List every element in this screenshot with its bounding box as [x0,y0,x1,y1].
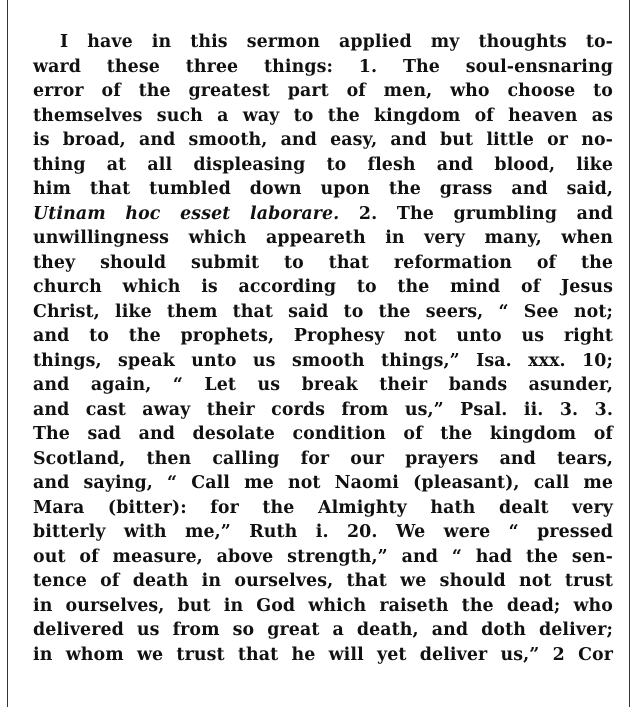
text-line: bitterly with me,” Ruth i. 20. We were “ pressed [33,522,613,542]
text-column [33,30,613,667]
right-column-rule [629,0,630,707]
text-line: they should submit to that reformation of the [33,252,613,273]
text-line-rest: 2. The grumbling and [339,203,613,224]
text-line: Scotland, then calling for our prayers and tears, [33,448,613,469]
text-line: and again, “ Let us break their bands asunder, [33,375,613,395]
text-line: things, speak unto us smooth things,” Isa. xxx. 10; [33,350,613,371]
text-line: unwillingness which appeareth in very many, when [33,228,613,248]
text-line-latin-quote [33,202,613,227]
text-line: Mara (bitter): for the Almighty hath dealt very [33,497,613,518]
text-line: error of the greatest part of men, who choose to [33,81,613,101]
text-line: delivered us from so great a death, and doth deliver; [33,620,613,640]
text-line: thing at all displeasing to flesh and blood, like [33,154,613,175]
text-line: Christ, like them that said to the seers, “ See not; [33,301,613,322]
left-column-rule [7,0,8,707]
text-line: out of measure, above strength,” and “ had the sen- [33,546,613,567]
text-line: The sad and desolate condition of the kingdom of [33,424,613,444]
text-line: tence of death in ourselves, that we should not trust [33,571,613,591]
text-line: I have in this sermon applied my thoughts to- [60,32,613,52]
text-line: in ourselves, but in God which raiseth the dead; who [33,595,613,616]
text-line: and saying, “ Call me not Naomi (pleasant), call me [33,473,613,493]
text-line: and cast away their cords from us,” Psal. ii. 3. 3. [33,399,613,420]
text-line: church which is according to the mind of Jesus [33,277,613,297]
latin-phrase: Utinam hoc esset laborare. [33,203,340,224]
text-line: is broad, and smooth, and easy, and but little or no- [33,130,613,150]
text-line: in whom we trust that he will yet deliver us,” 2 Cor [33,644,613,665]
text-line: themselves such a way to the kingdom of heaven as [33,105,613,126]
text-line: him that tumbled down upon the grass and said, [33,179,613,199]
text-line: and to the prophets, Prophesy not unto us right [33,326,613,346]
text-line: ward these three things: 1. The soul-ensnaring [33,56,613,77]
